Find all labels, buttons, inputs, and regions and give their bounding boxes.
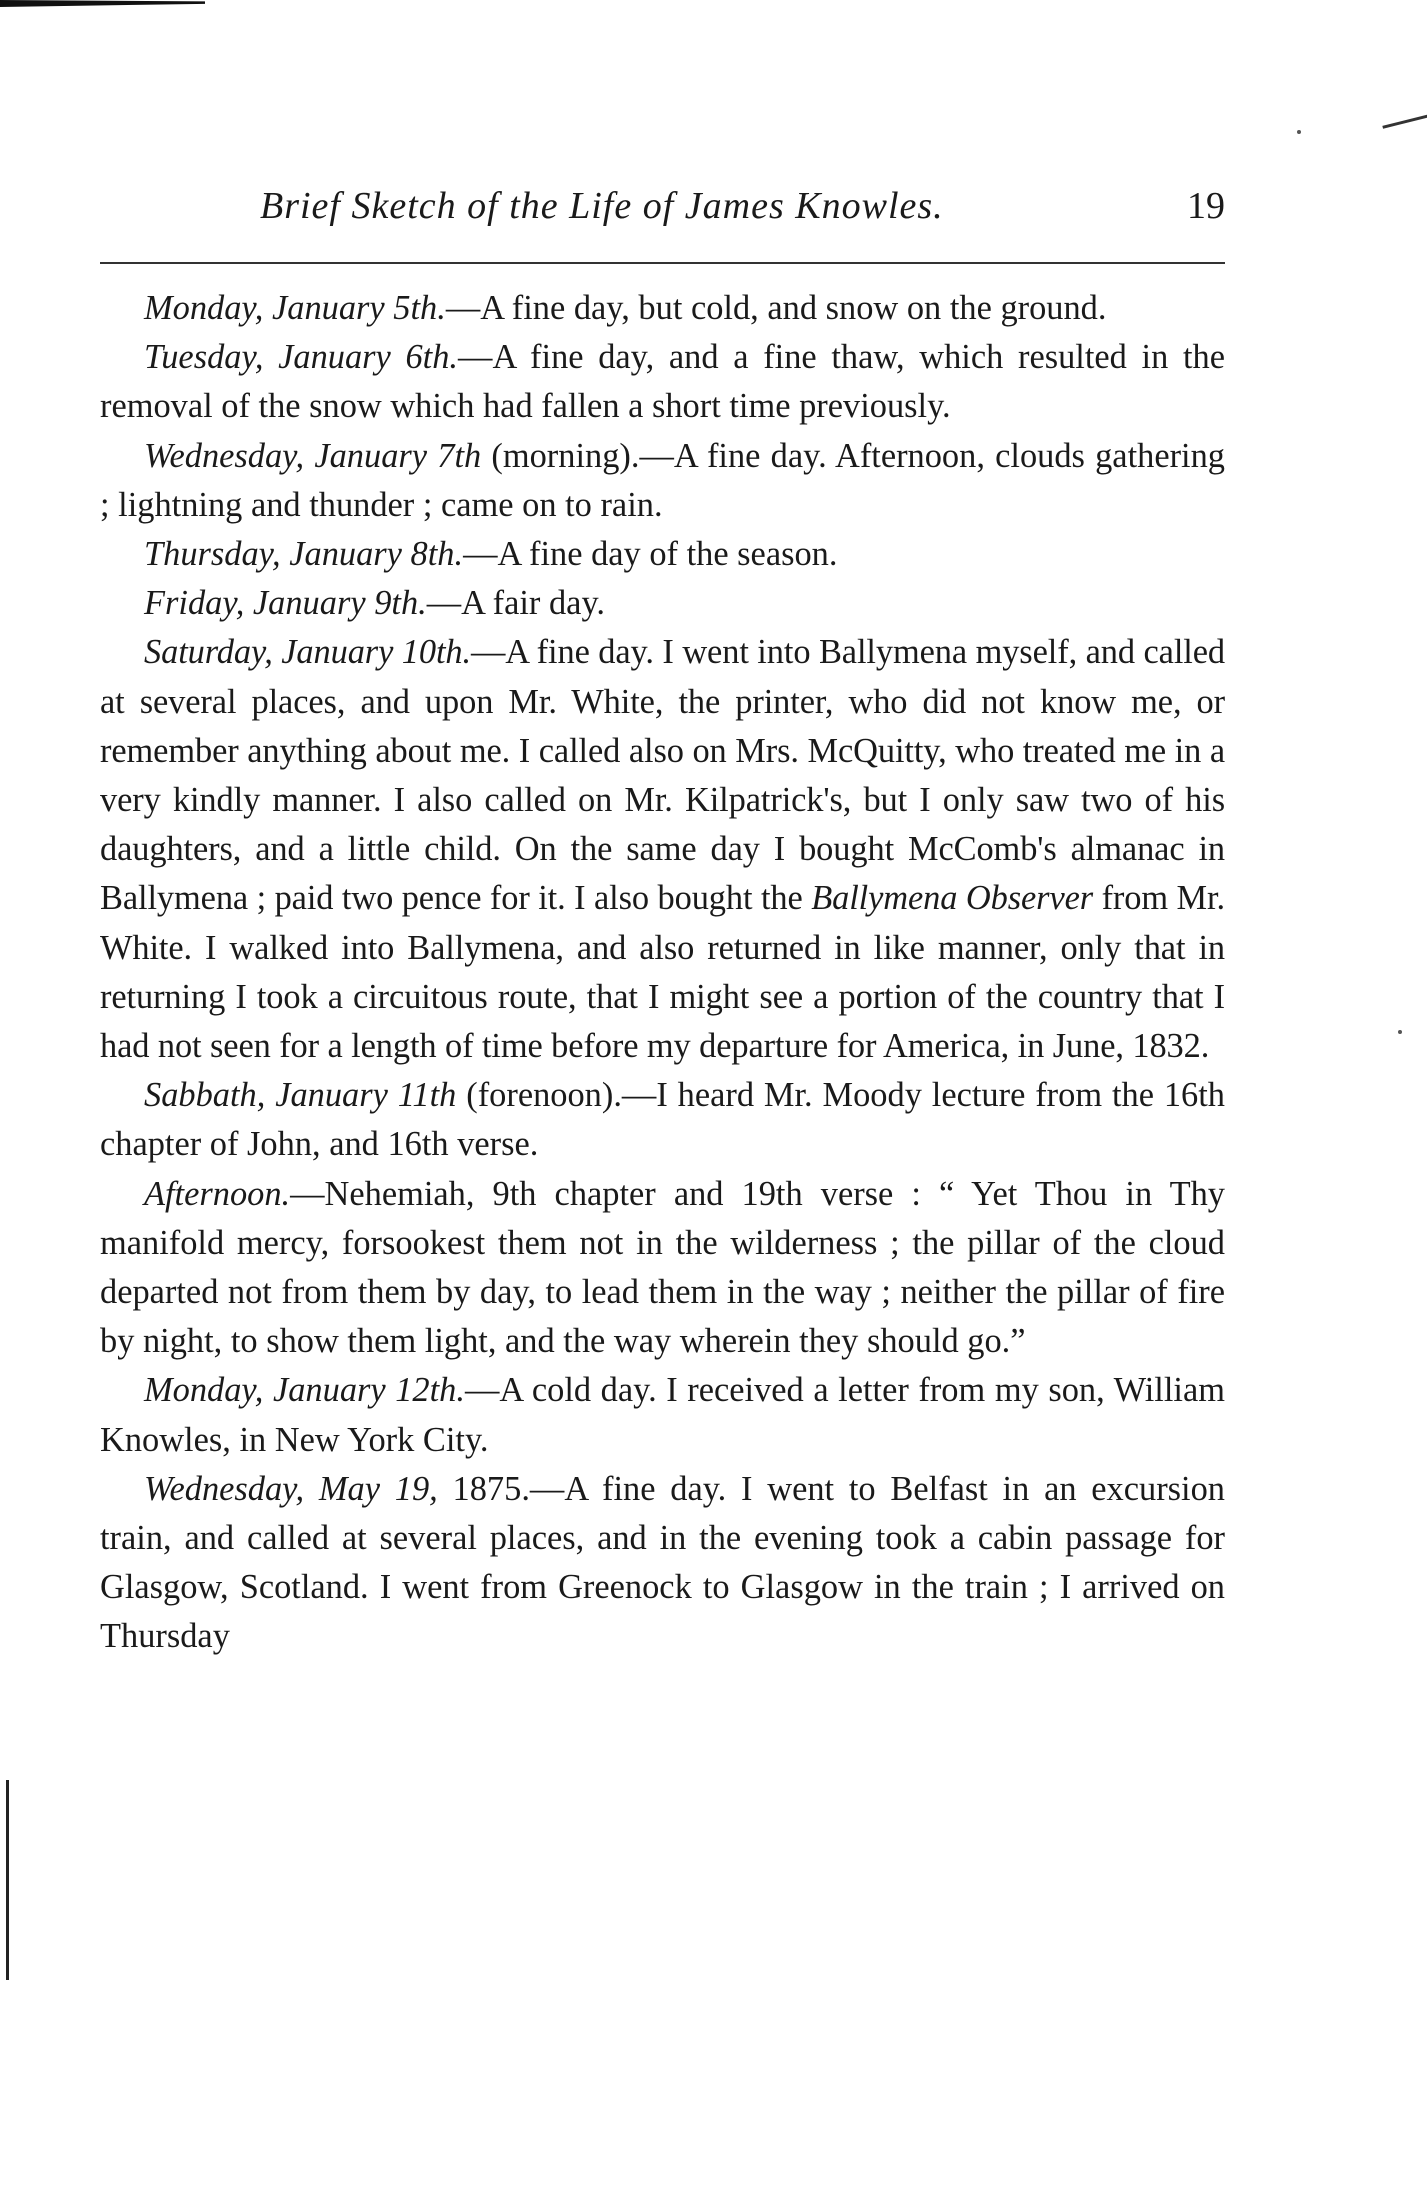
entry-text: —A fine day, but cold, and snow on the ground. bbox=[445, 289, 1107, 327]
page-number: 19 bbox=[1187, 185, 1225, 227]
scan-speck bbox=[1398, 1030, 1402, 1034]
entry-text: (morning).—A fine day. Afternoon, clouds gathering ; lightning and thunder ; came on to rain. bbox=[100, 436, 1225, 524]
entry-date: Wednesday, January 7th bbox=[144, 436, 482, 475]
entry-paragraph bbox=[100, 284, 1225, 333]
entry-paragraph bbox=[100, 1170, 1225, 1367]
running-header bbox=[100, 180, 1225, 240]
entry-paragraph bbox=[100, 628, 1225, 1071]
newspaper-title: Ballymena Observer bbox=[811, 879, 1094, 918]
entry-date: Afternoon. bbox=[144, 1174, 291, 1213]
entry-text: —Nehemiah, 9th chapter and 19th verse : “ Yet Thou in Thy manifold mercy, forsookest them not in the wilderness ; the pillar of the cloud departed not from them by day, to lead them in the way ; neither the pillar of fire by night, to show them light, and the way wherein they should go.” bbox=[100, 1174, 1225, 1361]
entry-date: Saturday, January 10th. bbox=[144, 633, 472, 672]
entry-text: —A fair day. bbox=[426, 584, 606, 623]
entry-paragraph bbox=[100, 530, 1225, 579]
entry-paragraph bbox=[100, 432, 1225, 530]
entry-text: 1875.—A fine day. I went to Belfast in an excursion train, and called at several places, and in the evening took a cabin passage for Glasgow, Scotland. I went from Greenock to Glasgow in the train ; I arrived on Thursday bbox=[100, 1469, 1225, 1656]
entry-text: (forenoon).—I heard Mr. Moody lecture from the 16th chapter of John, and 16th verse. bbox=[100, 1076, 1225, 1164]
entry-text: —A fine day, and a fine thaw, which resulted in the removal of the snow which had fallen a short time previously. bbox=[100, 338, 1225, 426]
running-title: Brief Sketch of the Life of James Knowles. bbox=[260, 185, 944, 227]
entry-text: —A cold day. I received a letter from my son, William Knowles, in New York City. bbox=[100, 1371, 1225, 1459]
entry-date: Monday, January 5th. bbox=[144, 289, 446, 327]
entry-paragraph bbox=[100, 579, 1225, 628]
entry-date: Tuesday, January 6th. bbox=[144, 338, 459, 377]
entry-text: —A fine day of the season. bbox=[463, 535, 838, 574]
page-body bbox=[100, 284, 1225, 1662]
entry-date: Sabbath, January 11th bbox=[144, 1076, 457, 1115]
header-rule bbox=[100, 262, 1225, 264]
entry-date: Wednesday, May 19, bbox=[144, 1469, 438, 1508]
entry-paragraph bbox=[100, 1366, 1225, 1464]
scan-edge-mark bbox=[0, 0, 205, 7]
entry-date: Thursday, January 8th. bbox=[144, 535, 464, 574]
entry-paragraph bbox=[100, 1071, 1225, 1169]
entry-text: —A fine day. I went into Ballymena myself, and called at several places, and upon Mr. White, the printer, who did not know me, or remember anything about me. I called also on Mrs. McQuitty, who treated me in a very kindly manner. I also called on Mr. Kilpatrick's, but I only saw two of his daughters, and a little child. On the same day I bought McComb's almanac in Ballymena ; paid two pence for it. I also bought the bbox=[100, 633, 1225, 918]
scan-speck bbox=[1297, 130, 1301, 134]
entry-date: Friday, January 9th. bbox=[144, 584, 427, 623]
entry-paragraph bbox=[100, 333, 1225, 431]
entry-paragraph bbox=[100, 1465, 1225, 1662]
scan-margin-mark bbox=[1382, 114, 1427, 129]
entry-text-tail: from Mr. White. I walked into Ballymena, and also returned in like manner, only that in returning I took a circuitous route, that I might see a portion of the country that I had not seen for a length of time before my departure for America, in June, 1832. bbox=[100, 879, 1225, 1066]
entry-date: Monday, January 12th. bbox=[144, 1371, 465, 1410]
scan-binding-edge bbox=[6, 1780, 9, 1980]
